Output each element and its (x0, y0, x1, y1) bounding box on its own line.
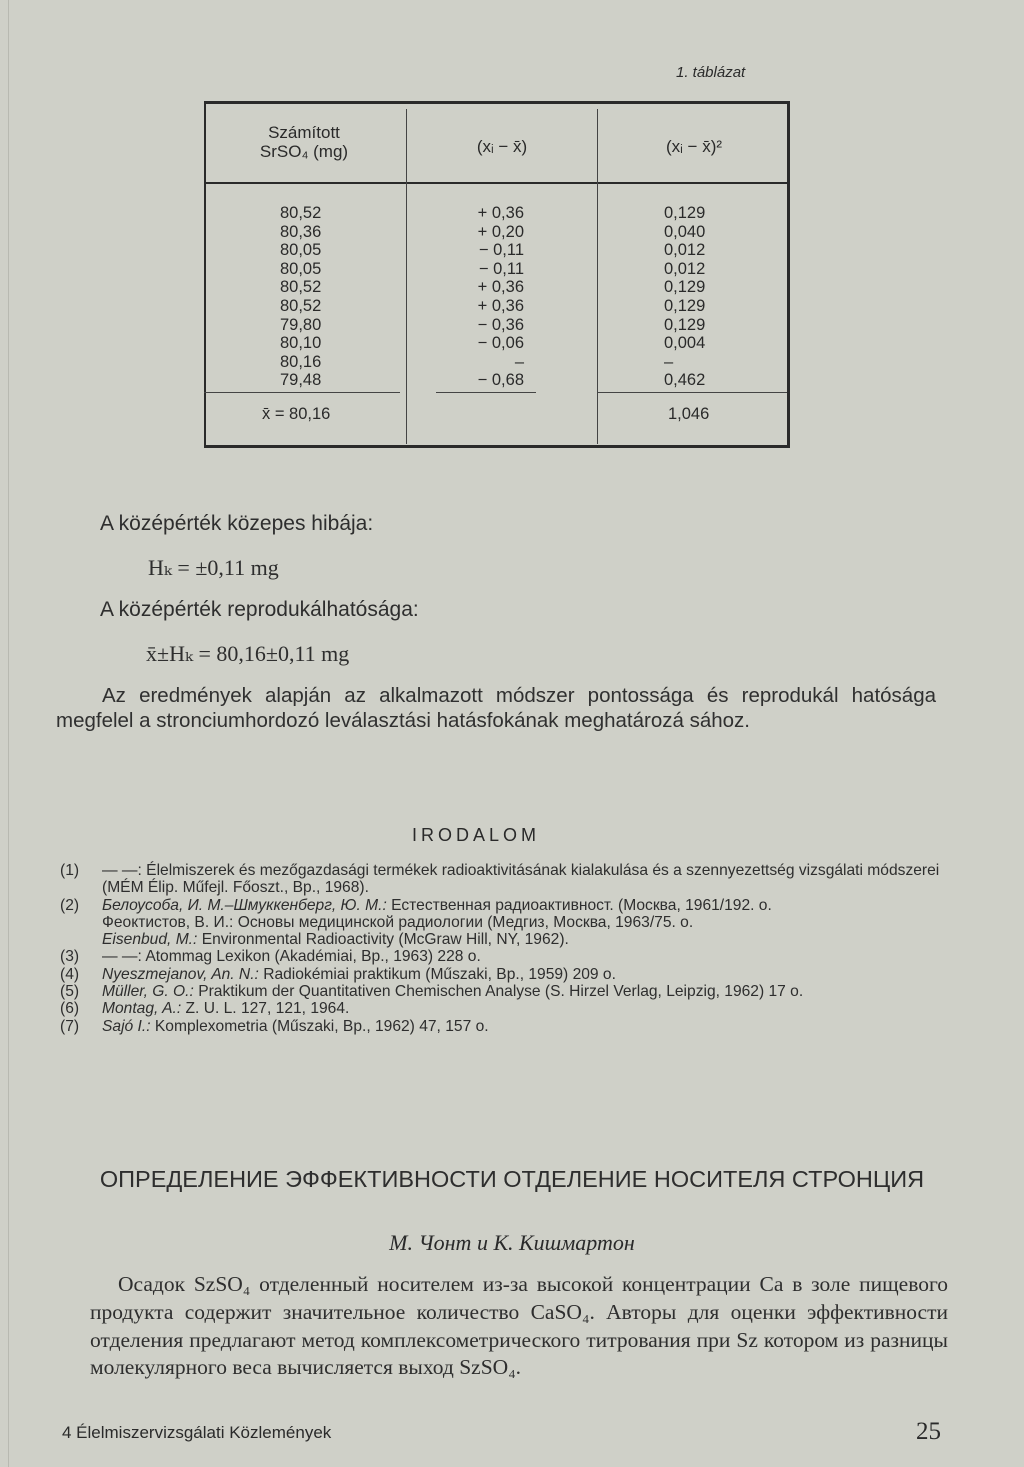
reference-number: (1) (60, 862, 80, 879)
table-cell: 80,16 (280, 352, 322, 371)
reference-item (60, 1000, 950, 1017)
reference-text: Praktikum der Quantitativen Chemischen Analyse (S. Hirzel Verlag, Leipzig, 1962) 17 o. (193, 983, 804, 1001)
table-cell: 80,52 (280, 278, 322, 297)
journal-footer: 4 Élelmiszervizsgálati Közlemények (62, 1423, 332, 1442)
data-table (204, 101, 790, 448)
table-cell: 0,129 (664, 278, 706, 297)
header-col1-line1: Számított (268, 123, 340, 142)
reference-author: Nyeszmejanov, An. N.: (102, 965, 259, 983)
reference-text: Z. U. L. 127, 121, 1964. (181, 1000, 350, 1018)
reference-text: — —: Atommag Lexikon (Akadémiai, Bp., 1963) 228 o. (102, 948, 481, 966)
references-list (60, 862, 950, 1035)
table-cell: 80,05 (280, 259, 322, 278)
table-border-bottom (204, 445, 790, 448)
table-cell: 0,129 (664, 204, 706, 222)
header-col1 (224, 123, 384, 161)
table-cell: + 0,20 (477, 222, 524, 241)
table-caption: 1. táblázat (676, 64, 746, 81)
table-cell: − 0,11 (478, 259, 524, 278)
table-cell: 80,10 (280, 334, 322, 353)
references-title: IRODALOM (412, 825, 541, 845)
table-cell: – (664, 352, 674, 371)
reference-item (60, 897, 950, 914)
table-cell: 0,129 (664, 296, 706, 315)
conclusion-paragraph (56, 684, 936, 733)
sum-rule (597, 392, 787, 393)
russian-title: ОПРЕДЕЛЕНИЕ ЭФФЕКТИВНОСТИ ОТДЕЛЕНИЕ НОСИТЕЛЯ СТРОНЦИЯ (99, 1166, 925, 1192)
column-divider (597, 109, 598, 444)
reference-number: (5) (60, 983, 80, 1001)
page-number: 25 (916, 1418, 941, 1445)
table-cell: 79,80 (280, 315, 322, 334)
formula-error: Hₖ = ±0,11 mg (148, 555, 279, 580)
header-col2: (xᵢ − x̄) (476, 137, 528, 156)
reference-author: Sajó I.: (102, 1017, 151, 1035)
table-cell: 0,462 (664, 371, 706, 390)
formula-label-2: A középérték reprodukálhatósága: (100, 598, 419, 621)
reference-item (60, 966, 950, 983)
table-cell: 80,52 (280, 296, 322, 315)
table-cell: − 0,36 (477, 315, 524, 334)
reference-item (60, 1018, 950, 1035)
column-squared-deviations (664, 204, 705, 390)
table-cell: − 0,68 (477, 371, 524, 390)
header-col1-line2: SrSO₄ (mg) (259, 142, 349, 161)
header-col3: (xᵢ − x̄)² (665, 137, 723, 156)
reference-number: (2) (60, 896, 80, 914)
reference-number: (3) (60, 948, 80, 966)
table-sum: 1,046 (668, 405, 710, 423)
russian-abstract-text: Осадок SzSO₄ отделенный носителем из-за высокой концентрации Ca в золе пищевого продукта содержит значительное количество CaSO₄. Авторы для оценки эффективности отделения предлагают метод комплексометрического титрования при Sz котором из разницы молекулярного веса вычисляется выход SzSO₄. (90, 1272, 948, 1380)
formula-label-1: A középérték közepes hibája: (100, 512, 374, 535)
table-cell: 80,52 (280, 204, 322, 222)
reference-text: Environmental Radioactivity (McGraw Hill, NY, 1962). (197, 931, 569, 949)
table-cell: 80,05 (280, 241, 322, 260)
reference-text: Komplexometria (Műszaki, Bp., 1962) 47, 157 o. (150, 1017, 489, 1035)
table-cell: – (514, 352, 524, 371)
russian-authors: М. Чонт и К. Кишмартон (389, 1230, 635, 1255)
reference-item (60, 914, 950, 931)
table-cell: 0,129 (664, 315, 706, 334)
reference-text: — —: Élelmiszerek és mezőgazdasági termékek radioaktivitásának kialakulása és a szennyezettség vizsgálati módszerei (MÉM Élip. Műfejl. Főoszt., Bp., 1968). (102, 862, 940, 897)
table-cell: − 0,11 (478, 241, 524, 260)
table-cell: 0,040 (664, 222, 706, 241)
table-cell: 0,004 (664, 334, 706, 353)
reference-item (60, 948, 950, 965)
reference-text: Radiokémiai praktikum (Műszaki, Bp., 1959) 209 o. (258, 965, 616, 983)
table-border-left (204, 101, 206, 448)
reference-author: Eisenbud, M.: (102, 931, 198, 949)
table-mean: x̄ = 80,16 (262, 405, 331, 423)
table-border-right (787, 101, 790, 448)
russian-abstract (90, 1271, 948, 1382)
sum-rule (204, 392, 400, 393)
table-cell: + 0,36 (477, 278, 524, 297)
table-border-top (204, 101, 790, 104)
table-header-rule (204, 182, 790, 184)
reference-author: Müller, G. O.: (102, 983, 194, 1001)
reference-number: (6) (60, 1000, 80, 1018)
table-cell: + 0,36 (477, 204, 524, 222)
table-cell: 0,012 (664, 241, 706, 260)
table-cell: + 0,36 (477, 296, 524, 315)
page-edge (8, 0, 9, 1467)
reference-author: Montag, A.: (102, 1000, 182, 1018)
column-divider (406, 109, 407, 444)
reference-number: (7) (60, 1017, 80, 1035)
table-cell: − 0,06 (477, 334, 524, 353)
sum-rule (436, 392, 536, 393)
reference-item (60, 983, 950, 1000)
column-measured-values (280, 204, 321, 390)
conclusion-text: Az eredmények alapján az alkalmazott módszer pontossága és reprodukál hatósága megfelel a stronciumhordozó leválasztási hatásfokának meghatározá sához. (56, 684, 936, 732)
reference-author: Белоусоба, И. М.–Шмуккенберг, Ю. М.: (102, 896, 387, 914)
table-cell: 0,012 (664, 259, 706, 278)
formula-reproducibility: x̄±Hₖ = 80,16±0,11 mg (146, 641, 350, 666)
table-cell: 79,48 (280, 371, 322, 390)
reference-item (60, 862, 950, 897)
reference-item (60, 931, 950, 948)
reference-text: Естественная радиоактивност. (Москва, 1961/192. o. (386, 896, 772, 914)
column-deviations (466, 204, 524, 390)
table-cell: 80,36 (280, 222, 322, 241)
reference-number: (4) (60, 965, 80, 983)
reference-text: Феоктистов, В. И.: Основы медицинской радиологии (Медгиз, Москва, 1963/75. o. (102, 913, 694, 931)
